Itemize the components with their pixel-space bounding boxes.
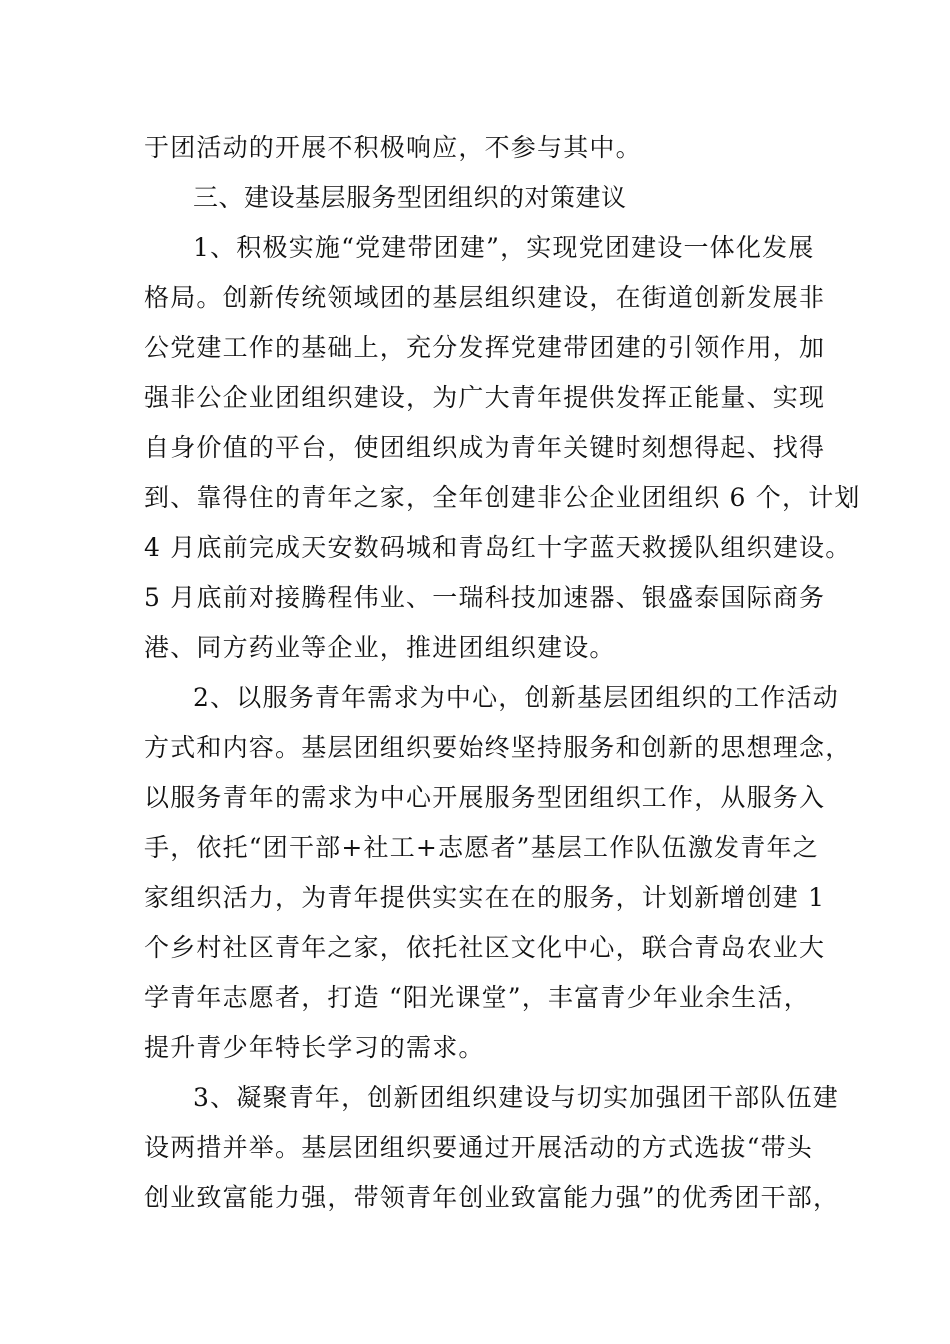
text-line-20: 3、凝聚青年，创新团组织建设与切实加强团干部队伍建 <box>193 1083 839 1112</box>
text-line-18: 学青年志愿者，打造 “阳光课堂”，丰富青少年业余生活， <box>144 983 810 1012</box>
text-line-15: 手，依托“团干部+社工+志愿者”基层工作队伍激发青年之 <box>144 833 819 862</box>
text-line-8: 到、靠得住的青年之家，全年创建非公企业团组织 6 个，计划 <box>144 483 861 512</box>
text-line-6: 强非公企业团组织建设，为广大青年提供发挥正能量、实现 <box>144 383 826 412</box>
text-line-16: 家组织活力，为青年提供实实在在的服务，计划新增创建 1 <box>144 883 826 912</box>
text-line-13: 方式和内容。基层团组织要始终坚持服务和创新的思想理念， <box>144 733 852 762</box>
text-line-5: 公党建工作的基础上，充分发挥党建带团建的引领作用，加 <box>144 333 826 362</box>
text-line-3: 1、积极实施“党建带团建”，实现党团建设一体化发展 <box>193 233 815 262</box>
text-line-1: 于团活动的开展不积极响应，不参与其中。 <box>144 133 642 162</box>
text-line-9: 4 月底前完成天安数码城和青岛红十字蓝天救援队组织建设。 <box>144 533 852 562</box>
text-line-11: 港、同方药业等企业，推进团组织建设。 <box>144 633 616 662</box>
text-line-7: 自身价值的平台，使团组织成为青年关键时刻想得起、找得 <box>144 433 826 462</box>
text-line-4: 格局。创新传统领域团的基层组织建设，在街道创新发展非 <box>144 283 826 312</box>
section-heading: 三、建设基层服务型团组织的对策建议 <box>193 183 627 212</box>
text-line-10: 5 月底前对接腾程伟业、一瑞科技加速器、银盛泰国际商务 <box>144 583 826 612</box>
text-line-17: 个乡村社区青年之家，依托社区文化中心，联合青岛农业大 <box>144 933 826 962</box>
text-line-12: 2、以服务青年需求为中心，创新基层团组织的工作活动 <box>193 683 839 712</box>
text-line-19: 提升青少年特长学习的需求。 <box>144 1033 485 1062</box>
text-line-14: 以服务青年的需求为中心开展服务型团组织工作，从服务入 <box>144 783 826 812</box>
text-line-22: 创业致富能力强，带领青年创业致富能力强”的优秀团干部， <box>144 1183 840 1212</box>
text-line-21: 设两措并举。基层团组织要通过开展活动的方式选拔“带头 <box>144 1133 813 1162</box>
